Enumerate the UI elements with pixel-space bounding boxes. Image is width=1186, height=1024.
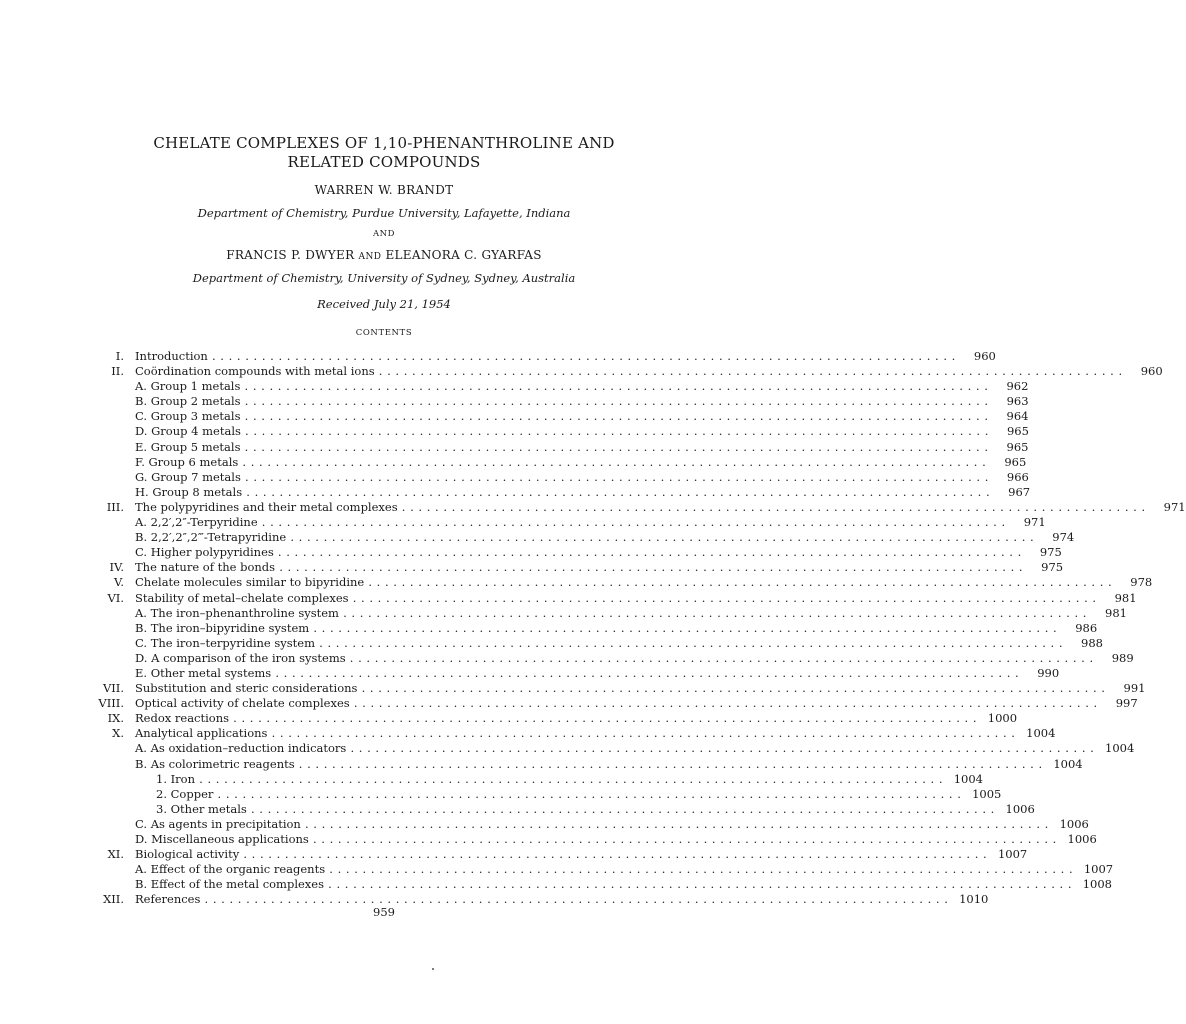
toc-entry [60,394,1029,409]
toc-title: D. Group 4 metals [135,424,241,439]
toc-entry [60,364,1163,379]
toc-page-number: 1004 [1026,726,1056,741]
dot-leader: . . . . . . . . . . . . . . . . . . . . . . . . . . . . . . . . . . . . . . . . . . . . . . . . . . . . . . . . . . . . . . . . . . . . . . . . . . . . . . . . . . . . . . . . . . [348,590,1097,605]
toc-entry [60,545,1062,560]
toc-title-leader [135,681,1105,696]
toc-title: B. Effect of the metal complexes [135,877,325,892]
toc-title-leader [135,741,1094,756]
toc-title-leader [135,440,988,455]
toc-title: E. Other metal systems [135,665,272,680]
article-title [0,134,768,172]
toc-page-number: 981 [1105,605,1127,620]
toc-title-leader [135,500,1146,515]
toc-entry [60,409,1029,424]
toc-title: Introduction [135,349,208,363]
toc-title-leader [135,394,989,409]
toc-page-number: 965 [1004,454,1027,469]
toc-page-number: 962 [1006,379,1029,394]
dot-leader: . . . . . . . . . . . . . . . . . . . . . . . . . . . . . . . . . . . . . . . . . . . . . . . . . . . . . . . . . . . . . . . . . . . . . . . . . . . . . . . . . . . . . . . . . . [349,696,1098,711]
toc-title: C. The iron–terpyridine system [135,635,315,650]
toc-section-number: XII. [103,892,124,907]
toc-title-leader [135,364,1123,379]
toc-title-leader [135,651,1094,666]
dot-leader: . . . . . . . . . . . . . . . . . . . . . . . . . . . . . . . . . . . . . . . . . . . . . . . . . . . . . . . . . . . . . . . . . . . . . . . . . . . . . . . . . . . . . . . . . . [240,379,989,394]
author-brandt: WARREN W. BRANDT [314,183,454,197]
author-dwyer: FRANCIS P. DWYER [226,248,355,262]
toc-section-number: VIII. [98,696,124,711]
toc-entry [60,726,1056,741]
dot-leader: . . . . . . . . . . . . . . . . . . . . . . . . . . . . . . . . . . . . . . . . . . . . . . . . . . . . . . . . . . . . . . . . . . . . . . . . . . . . . . . . . . . . . . . . . . [200,892,949,907]
dot-leader: . . . . . . . . . . . . . . . . . . . . . . . . . . . . . . . . . . . . . . . . . . . . . . . . . . . . . . . . . . . . . . . . . . . . . . . . . . . . . . . . . . . . . . . . . . [238,454,987,469]
toc-title-leader [135,832,1057,847]
toc-entry [60,741,1135,756]
toc-title-leader [135,515,1006,530]
affiliation-sydney: Department of Chemistry, University of Sydney, Sydney, Australia [192,271,576,285]
toc-page-number: 1006 [1067,832,1097,846]
toc-page-number: 1007 [997,847,1028,862]
toc-entry [60,515,1046,530]
toc-page-number: 1010 [959,892,989,907]
toc-entry [60,665,1060,681]
toc-title: H. Group 8 metals [135,484,243,499]
toc-title: 2. Copper [156,786,214,801]
toc-page-number: 1004 [953,771,983,786]
dot-leader: . . . . . . . . . . . . . . . . . . . . . . . . . . . . . . . . . . . . . . . . . . . . . . . . . . . . . . . . . . . . . . . . . . . . . . . . . . . . . . . . . . . . . . . . . . [257,515,1006,530]
toc-title-leader [135,847,987,862]
toc-page-number: 978 [1130,575,1153,590]
toc-title-leader [135,545,1022,560]
dot-leader: . . . . . . . . . . . . . . . . . . . . . . . . . . . . . . . . . . . . . . . . . . . . . . . . . . . . . . . . . . . . . . . . . . . . . . . . . . . . . . . . . . . . . . . . . . [315,635,1063,650]
toc-title: A. 2,2′,2″-Terpyridine [135,515,258,530]
toc-entry [60,877,1113,892]
toc-entry [60,590,1137,606]
toc-entry [60,650,1134,666]
toc-entry [60,786,1002,802]
title-line-2: RELATED COMPOUNDS [287,153,481,171]
toc-page-number: 1008 [1082,877,1113,892]
dot-leader: . . . . . . . . . . . . . . . . . . . . . . . . . . . . . . . . . . . . . . . . . . . . . . . . . . . . . . . . . . . . . . . . . . . . . . . . . . . . . . . . . . . . . . . . . . [275,560,1024,575]
toc-entry [60,847,1028,862]
toc-title-leader [135,606,1087,621]
toc-title-leader [135,817,1049,832]
toc-title-leader [135,424,989,439]
dot-leader: . . . . . . . . . . . . . . . . . . . . . . . . . . . . . . . . . . . . . . . . . . . . . . . . . . . . . . . . . . . . . . . . . . . . . . . . . . . . . . . . . . . . . . . . . . [357,681,1106,696]
toc-page-number: 965 [1006,424,1029,439]
toc-title-leader [135,666,1019,681]
toc-title: A. As oxidation–reduction indicators [135,741,347,756]
toc-title: B. Group 2 metals [135,394,241,409]
table-of-contents [60,349,1186,907]
author-gyarfas: ELEANORA C. GYARFAS [385,248,542,262]
toc-title-leader [135,455,986,470]
author-join-word: AND [358,252,382,262]
toc-entry [60,560,1064,575]
dot-leader: . . . . . . . . . . . . . . . . . . . . . . . . . . . . . . . . . . . . . . . . . . . . . . . . . . . . . . . . . . . . . . . . . . . . . . . . . . . . . . . . . . . . . . . . . . [294,756,1043,771]
toc-section-number: V. [114,575,124,590]
dot-leader: . . . . . . . . . . . . . . . . . . . . . . . . . . . . . . . . . . . . . . . . . . . . . . . . . . . . . . . . . . . . . . . . . . . . . . . . . . . . . . . . . . . . . . . . . . [346,741,1095,756]
dot-leader: . . . . . . . . . . . . . . . . . . . . . . . . . . . . . . . . . . . . . . . . . . . . . . . . . . . . . . . . . . . . . . . . . . . . . . . . . . . . . . . . . . . . . . . . . . [286,530,1035,545]
toc-entry [60,635,1103,651]
dot-leader: . . . . . . . . . . . . . . . . . . . . . . . . . . . . . . . . . . . . . . . . . . . . . . . . . . . . . . . . . . . . . . . . . . . . . . . . . . . . . . . . . . . . . . . . . . [374,364,1123,379]
toc-page-number: 1004 [1105,741,1135,756]
dot-leader: . . . . . . . . . . . . . . . . . . . . . . . . . . . . . . . . . . . . . . . . . . . . . . . . . . . . . . . . . . . . . . . . . . . . . . . . . . . . . . . . . . . . . . . . . . [397,499,1146,514]
toc-entry [60,349,996,364]
dot-leader: . . . . . . . . . . . . . . . . . . . . . . . . . . . . . . . . . . . . . . . . . . . . . . . . . . . . . . . . . . . . . . . . . . . . . . . . . . . . . . . . . . . . . . . . . . [364,575,1113,590]
toc-page-number: 981 [1114,590,1137,605]
dot-leader: . . . . . . . . . . . . . . . . . . . . . . . . . . . . . . . . . . . . . . . . . . . . . . . . . . . . . . . . . . . . . . . . . . . . . . . . . . . . . . . . . . . . . . . . . . [345,650,1094,665]
toc-section-number: I. [115,349,124,363]
toc-title-leader [135,575,1112,590]
toc-title-leader [135,530,1034,545]
toc-title-leader [156,772,943,787]
toc-title-leader [135,470,989,485]
toc-title: A. The iron–phenanthroline system [135,605,339,620]
toc-page-number: 971 [1163,499,1186,514]
toc-title: Optical activity of chelate complexes [135,696,350,711]
dot-leader: . . . . . . . . . . . . . . . . . . . . . . . . . . . . . . . . . . . . . . . . . . . . . . . . . . . . . . . . . . . . . . . . . . . . . . . . . . . . . . . . . . . . . . . . . . [271,665,1020,680]
toc-section-number: II. [111,364,124,379]
toc-entry [60,816,1089,832]
toc-section-number: IV. [109,560,124,575]
authors-dwyer-gyarfas [0,248,768,262]
toc-page-number: 1005 [972,786,1002,801]
received-date: Received July 21, 1954 [317,297,451,311]
toc-section-number: VI. [107,590,124,605]
toc-section-number: IX. [107,711,124,726]
toc-page-number: 966 [1006,469,1029,484]
toc-title: C. As agents in precipitation [135,816,301,831]
dot-leader: . . . . . . . . . . . . . . . . . . . . . . . . . . . . . . . . . . . . . . . . . . . . . . . . . . . . . . . . . . . . . . . . . . . . . . . . . . . . . . . . . . . . . . . . . . [207,349,956,363]
toc-title-leader [135,726,1015,741]
toc-title: C. Group 3 metals [135,409,241,424]
dot-leader: . . . . . . . . . . . . . . . . . . . . . . . . . . . . . . . . . . . . . . . . . . . . . . . . . . . . . . . . . . . . . . . . . . . . . . . . . . . . . . . . . . . . . . . . . . [273,545,1022,560]
toc-title: References [135,892,201,907]
toc-section-number: VII. [102,681,124,696]
toc-page-number: 989 [1111,650,1134,665]
contents-heading: CONTENTS [355,328,413,338]
toc-entry [60,620,1098,636]
toc-page-number: 974 [1052,530,1075,545]
toc-page-number: 997 [1115,696,1138,711]
toc-title-leader [135,560,1023,575]
dot-leader: . . . . . . . . . . . . . . . . . . . . . . . . . . . . . . . . . . . . . . . . . . . . . . . . . . . . . . . . . . . . . . . . . . . . . . . . . . . . . . . . . . . . . . . . . . [308,832,1057,846]
affiliation-purdue: Department of Chemistry, Purdue University, Lafayette, Indiana [197,206,571,220]
toc-page-number: 964 [1006,409,1029,424]
toc-title: G. Group 7 metals [135,469,241,484]
toc-title-leader [135,621,1057,636]
dot-leader: . . . . . . . . . . . . . . . . . . . . . . . . . . . . . . . . . . . . . . . . . . . . . . . . . . . . . . . . . . . . . . . . . . . . . . . . . . . . . . . . . . . . . . . . . . [338,605,1087,620]
toc-entry [60,484,1031,500]
toc-entry [60,832,1097,847]
toc-page-number: 1006 [1059,816,1089,831]
toc-page-number: 1000 [987,711,1018,726]
toc-entry [60,771,983,787]
toc-entry [60,681,1146,696]
toc-entry [60,696,1138,711]
toc-title: D. Miscellaneous applications [135,832,309,846]
dot-leader: . . . . . . . . . . . . . . . . . . . . . . . . . . . . . . . . . . . . . . . . . . . . . . . . . . . . . . . . . . . . . . . . . . . . . . . . . . . . . . . . . . . . . . . . . . [240,469,989,484]
toc-title: 3. Other metals [156,801,247,816]
toc-entry [60,499,1186,515]
toc-title: A. Effect of the organic reagents [135,862,326,877]
toc-page-number: 975 [1039,545,1062,560]
toc-page-number: 960 [973,349,996,363]
toc-title: C. Higher polypyridines [135,545,274,560]
toc-entry [60,379,1029,394]
toc-title-leader [135,636,1063,651]
toc-page-number: 963 [1006,394,1029,409]
toc-page-number: 988 [1081,635,1103,650]
dot-leader: . . . . . . . . . . . . . . . . . . . . . . . . . . . . . . . . . . . . . . . . . . . . . . . . . . . . . . . . . . . . . . . . . . . . . . . . . . . . . . . . . . . . . . . . . . [324,877,1073,892]
toc-title: Stability of metal–chelate complexes [135,590,349,605]
toc-title: B. 2,2′,2″,2‴-Tetrapyridine [135,530,287,545]
dot-leader: . . . . . . . . . . . . . . . . . . . . . . . . . . . . . . . . . . . . . . . . . . . . . . . . . . . . . . . . . . . . . . . . . . . . . . . . . . . . . . . . . . . . . . . . . . [213,786,962,801]
title-line-1: CHELATE COMPLEXES OF 1,10-PHENANTHROLINE AND [153,134,615,152]
toc-title-leader [135,485,990,500]
toc-page-number: 1006 [1005,801,1035,816]
toc-entry [60,801,1035,817]
dot-leader: . . . . . . . . . . . . . . . . . . . . . . . . . . . . . . . . . . . . . . . . . . . . . . . . . . . . . . . . . . . . . . . . . . . . . . . . . . . . . . . . . . . . . . . . . . [239,847,988,862]
toc-section-number: III. [106,499,124,514]
toc-title-leader [135,877,1072,892]
toc-title-leader [135,379,988,394]
dot-leader: . . . . . . . . . . . . . . . . . . . . . . . . . . . . . . . . . . . . . . . . . . . . . . . . . . . . . . . . . . . . . . . . . . . . . . . . . . . . . . . . . . . . . . . . . . [300,816,1049,831]
toc-page-number: 1007 [1083,862,1114,877]
toc-title-leader [135,591,1097,606]
toc-entry [60,575,1153,590]
dot-leader: . . . . . . . . . . . . . . . . . . . . . . . . . . . . . . . . . . . . . . . . . . . . . . . . . . . . . . . . . . . . . . . . . . . . . . . . . . . . . . . . . . . . . . . . . . [246,801,995,816]
toc-title: B. As colorimetric reagents [135,756,295,771]
toc-title-leader [135,696,1098,711]
toc-entry [60,454,1027,470]
toc-title: Chelate molecules similar to bipyridine [135,575,365,590]
toc-entry [60,424,1029,439]
toc-entry [60,469,1029,485]
dot-leader: . . . . . . . . . . . . . . . . . . . . . . . . . . . . . . . . . . . . . . . . . . . . . . . . . . . . . . . . . . . . . . . . . . . . . . . . . . . . . . . . . . . . . . . . . . [240,439,989,454]
toc-page-number: 991 [1123,681,1146,696]
toc-title: F. Group 6 metals [135,454,239,469]
dot-leader: . . . . . . . . . . . . . . . . . . . . . . . . . . . . . . . . . . . . . . . . . . . . . . . . . . . . . . . . . . . . . . . . . . . . . . . . . . . . . . . . . . . . . . . . . . [229,711,978,726]
toc-title: E. Group 5 metals [135,439,241,454]
and-separator: AND [373,229,395,239]
toc-entry [60,756,1083,772]
toc-entry [60,862,1114,877]
toc-title-leader [135,349,956,364]
dot-leader: . . . . . . . . . . . . . . . . . . . . . . . . . . . . . . . . . . . . . . . . . . . . . . . . . . . . . . . . . . . . . . . . . . . . . . . . . . . . . . . . . . . . . . . . . . [240,409,989,424]
toc-title-leader [156,802,995,817]
dot-leader: . . . . . . . . . . . . . . . . . . . . . . . . . . . . . . . . . . . . . . . . . . . . . . . . . . . . . . . . . . . . . . . . . . . . . . . . . . . . . . . . . . . . . . . . . . [195,771,943,786]
toc-title-leader [135,862,1073,877]
toc-title: Coördination compounds with metal ions [135,364,375,379]
toc-entry [60,711,1018,726]
toc-section-number: X. [112,726,124,741]
toc-page-number: 986 [1075,620,1098,635]
print-speck [432,968,434,970]
toc-title: 1. Iron [156,771,195,786]
dot-leader: . . . . . . . . . . . . . . . . . . . . . . . . . . . . . . . . . . . . . . . . . . . . . . . . . . . . . . . . . . . . . . . . . . . . . . . . . . . . . . . . . . . . . . . . . . [267,726,1016,741]
toc-title: Biological activity [135,847,240,862]
toc-page-number: 965 [1006,439,1029,454]
toc-title: B. The iron–bipyridine system [135,620,310,635]
dot-leader: . . . . . . . . . . . . . . . . . . . . . . . . . . . . . . . . . . . . . . . . . . . . . . . . . . . . . . . . . . . . . . . . . . . . . . . . . . . . . . . . . . . . . . . . . . [242,484,991,499]
toc-title: Analytical applications [135,726,268,741]
toc-title: D. A comparison of the iron systems [135,650,346,665]
toc-title-leader [135,711,977,726]
toc-entry [60,530,1075,545]
toc-page-number: 990 [1037,665,1060,680]
toc-title-leader [135,757,1043,772]
toc-entry [60,605,1127,621]
toc-page-number: 960 [1140,364,1163,379]
toc-section-number: XI. [107,847,124,862]
toc-title: The polypyridines and their metal complexes [135,499,398,514]
dot-leader: . . . . . . . . . . . . . . . . . . . . . . . . . . . . . . . . . . . . . . . . . . . . . . . . . . . . . . . . . . . . . . . . . . . . . . . . . . . . . . . . . . . . . . . . . . [325,862,1074,877]
toc-page-number: 971 [1023,515,1046,530]
toc-title-leader [156,787,961,802]
dot-leader: . . . . . . . . . . . . . . . . . . . . . . . . . . . . . . . . . . . . . . . . . . . . . . . . . . . . . . . . . . . . . . . . . . . . . . . . . . . . . . . . . . . . . . . . . . [240,394,989,409]
toc-title-leader [135,409,988,424]
toc-title: The nature of the bonds [135,560,276,575]
toc-title: Redox reactions [135,711,230,726]
dot-leader: . . . . . . . . . . . . . . . . . . . . . . . . . . . . . . . . . . . . . . . . . . . . . . . . . . . . . . . . . . . . . . . . . . . . . . . . . . . . . . . . . . . . . . . . . . [309,620,1058,635]
page-number: 959 [373,905,395,919]
toc-page-number: 967 [1008,484,1031,499]
toc-entry [60,439,1029,455]
toc-title: A. Group 1 metals [135,379,241,394]
toc-page-number: 975 [1041,560,1064,575]
dot-leader: . . . . . . . . . . . . . . . . . . . . . . . . . . . . . . . . . . . . . . . . . . . . . . . . . . . . . . . . . . . . . . . . . . . . . . . . . . . . . . . . . . . . . . . . . . [240,424,989,439]
toc-page-number: 1004 [1053,756,1083,771]
toc-title: Substitution and steric considerations [135,681,358,696]
